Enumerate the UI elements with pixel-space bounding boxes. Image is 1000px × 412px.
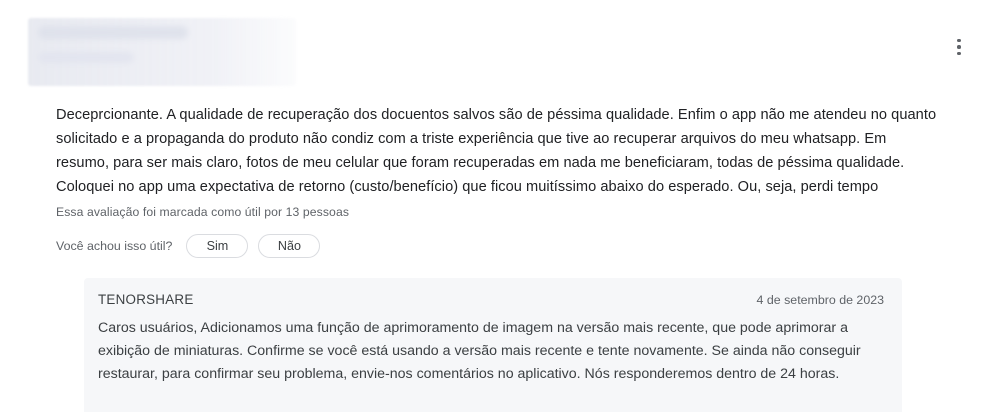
helpful-count-text: Essa avaliação foi marcada como útil por 13 pessoas	[56, 205, 350, 219]
redacted-author-block	[28, 18, 296, 86]
more-vert-icon-dot-1	[957, 39, 961, 43]
redacted-author-meta	[38, 52, 134, 63]
developer-reply-card	[84, 278, 902, 412]
feedback-no-button[interactable]: Não	[258, 234, 320, 258]
developer-name: TENORSHARE	[98, 292, 194, 307]
review-header	[28, 18, 976, 90]
developer-reply-header	[98, 292, 884, 307]
redacted-author-name	[38, 26, 188, 39]
feedback-question-label: Você achou isso útil?	[56, 239, 173, 253]
feedback-yes-button[interactable]: Sim	[186, 234, 248, 258]
overflow-menu-button[interactable]	[942, 30, 976, 64]
helpfulness-feedback-row	[56, 234, 320, 258]
developer-reply-date: 4 de setembro de 2023	[756, 293, 884, 307]
more-vert-icon-dot-3	[957, 52, 961, 56]
review-body-text: Deceprcionante. A qualidade de recuperação dos docuentos salvos são de péssima qualidade. Enfim o app não me atendeu no quanto solicitado e a propaganda do produto não condiz com a triste experiência que tive ao recuperar arquivos do meu whatsapp. Em resumo, para ser mais claro, fotos de meu celular que foram recuperadas em nada me beneficiaram, todas de péssima qualidade. Coloquei no app uma expectativa de retorno (custo/benefício) que ficou muitíssimo abaixo do esperado. Ou, seja, perdi tempo	[56, 107, 937, 195]
developer-reply-text: Caros usuários, Adicionamos uma função de aprimoramento de imagem na versão mais recente, que pode aprimorar a exibição de miniaturas. Confirme se você está usando a versão mais recente e tente novamente. Se ainda não conseguir restaurar, para confirmar seu problema, envie-nos comentários no aplicativo. Nós responderemos dentro de 24 horas.	[98, 320, 861, 382]
more-vert-icon-dot-2	[957, 45, 961, 49]
